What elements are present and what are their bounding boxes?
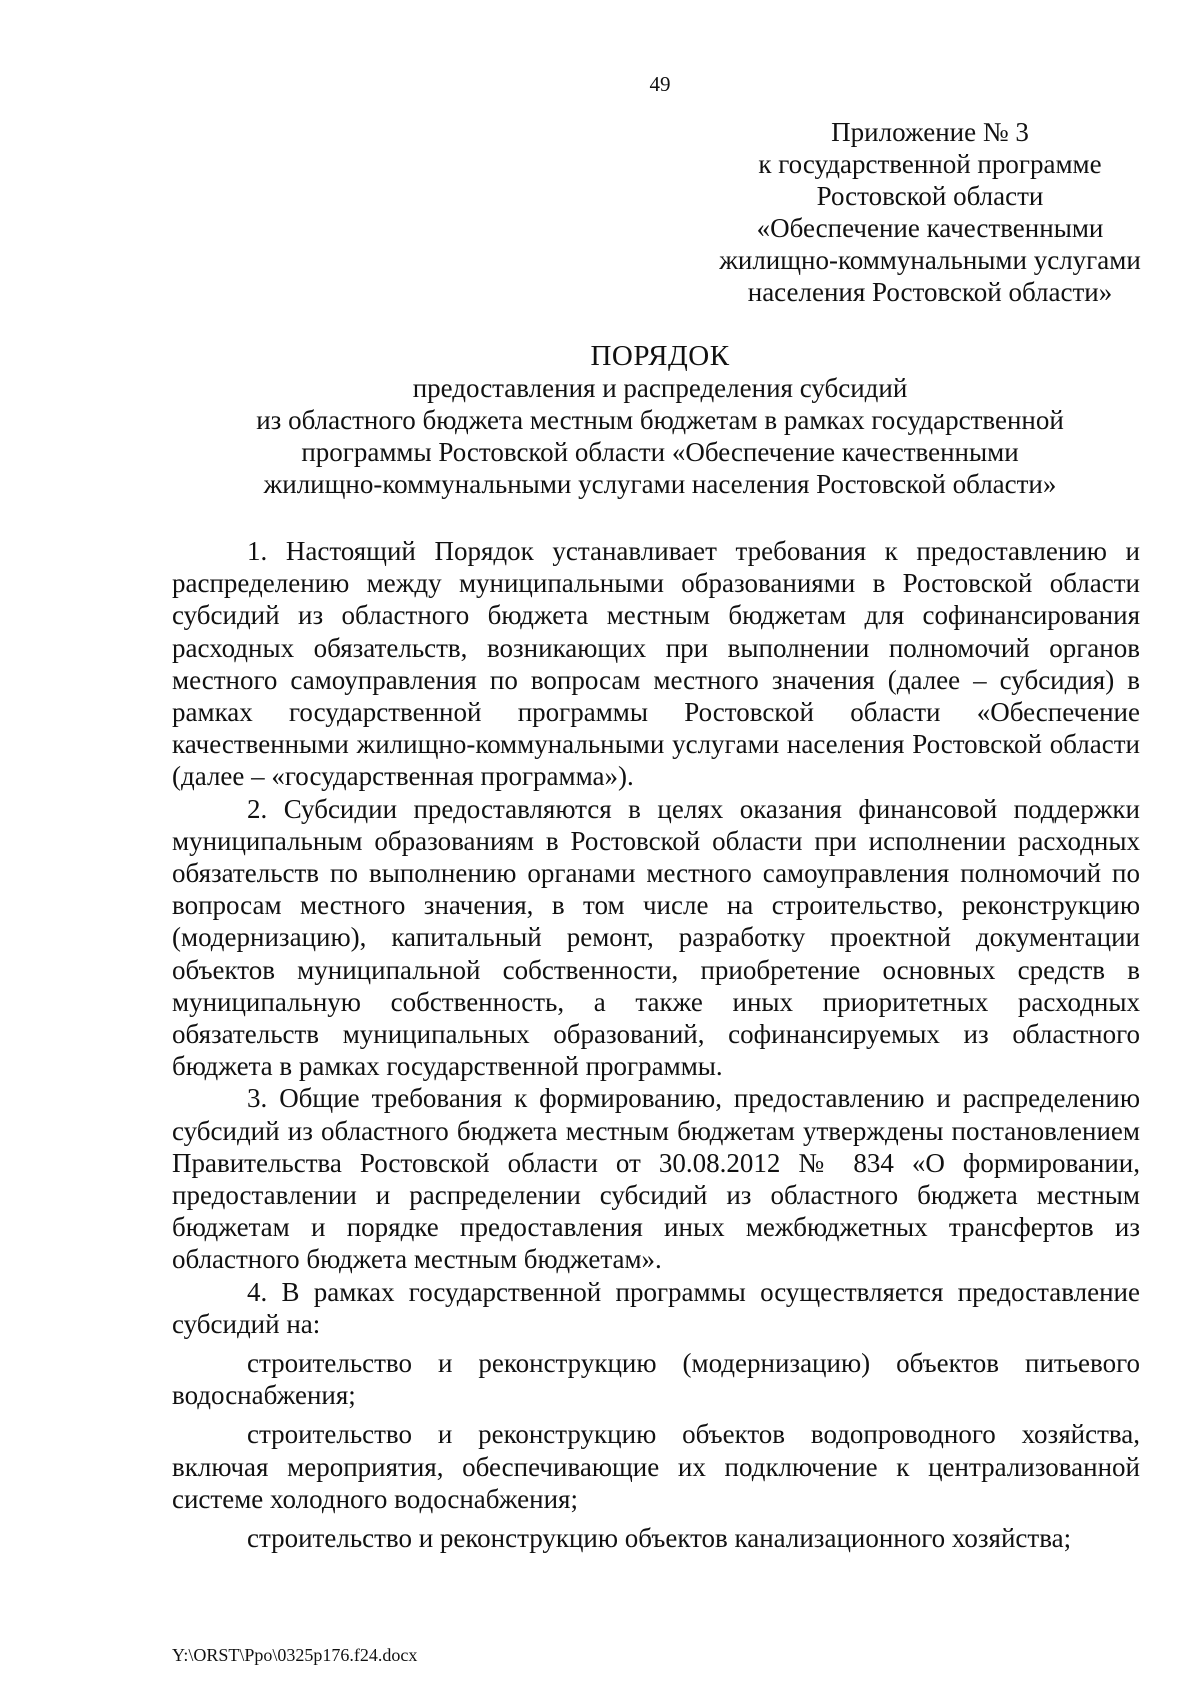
title-line: жилищно-коммунальными услугами населения Ростовской области» (263, 469, 1057, 499)
document-body (172, 535, 1140, 1554)
title-line: предоставления и распределения субсидий (412, 373, 908, 403)
appendix-line: Ростовской области (816, 181, 1044, 211)
list-item-water-supply: строительство и реконструкцию объектов водопроводного хозяйства, включая мероприятия, обеспечивающие их подключение к централизованной системе холодного водоснабжения; (172, 1419, 1140, 1514)
paragraph-1: 1. Настоящий Порядок устанавливает требования к предоставлению и распределению между муниципальными образованиями в Ростовской области субсидий из областного бюджета местным бюджетам для софинансирования расходных обязательств, возникающих при выполнении полномочий органов местного самоуправления по вопросам местного значения (далее – субсидия) в рамках государственной программы Ростовской области «Обеспечение качественными жилищно-коммунальными услугами населения Ростовской области (далее – «государственная программа»). (172, 536, 1140, 792)
appendix-line: Приложение № 3 (831, 117, 1029, 147)
appendix-line: жилищно-коммунальными услугами (719, 245, 1141, 275)
list-item-sewerage: строительство и реконструкцию объектов канализационного хозяйства; (247, 1523, 1072, 1554)
appendix-header (680, 116, 1180, 308)
paragraph-2: 2. Субсидии предоставляются в целях оказания финансовой поддержки муниципальным образованиям в Ростовской области при исполнении расходных обязательств по выполнению органами местного самоуправления полномочий по вопросам местного значения, в том числе на строительство, реконструкцию (модернизацию), капитальный ремонт, разработку проектной документации объектов муниципальной собственности, приобретение основных средств в муниципальную собственность, а также иных приоритетных расходных обязательств муниципальных образований, софинансируемых из областного бюджета в рамках государственной программы. (172, 793, 1140, 1082)
page-number: 49 (649, 72, 671, 96)
appendix-line: населения Ростовской области» (747, 277, 1113, 307)
file-path-footer: Y:\ORST\Ppo\0325p176.f24.docx (172, 1645, 418, 1665)
title-heading: ПОРЯДОК (590, 340, 730, 372)
paragraph-3: 3. Общие требования к формированию, предоставлению и распределению субсидий из областного бюджета местным бюджетам утверждены постановлением Правительства Ростовской области от 30.08.2012 № 834 «О формировании, предоставлении и распределении субсидий из областного бюджета местным бюджетам и порядке предоставления иных межбюджетных трансфертов из областного бюджета местным бюджетам». (172, 1083, 1140, 1275)
title-line: из областного бюджета местным бюджетам в рамках государственной (256, 405, 1064, 435)
list-item-drinking-water: строительство и реконструкцию (модернизацию) объектов питьевого водоснабжения; (172, 1348, 1140, 1411)
appendix-line: к государственной программе (758, 149, 1102, 179)
document-title (170, 340, 1150, 500)
paragraph-4: 4. В рамках государственной программы осуществляется предоставление субсидий на: (172, 1276, 1140, 1339)
appendix-line: «Обеспечение качественными (756, 213, 1104, 243)
title-line: программы Ростовской области «Обеспечение качественными (301, 437, 1019, 467)
